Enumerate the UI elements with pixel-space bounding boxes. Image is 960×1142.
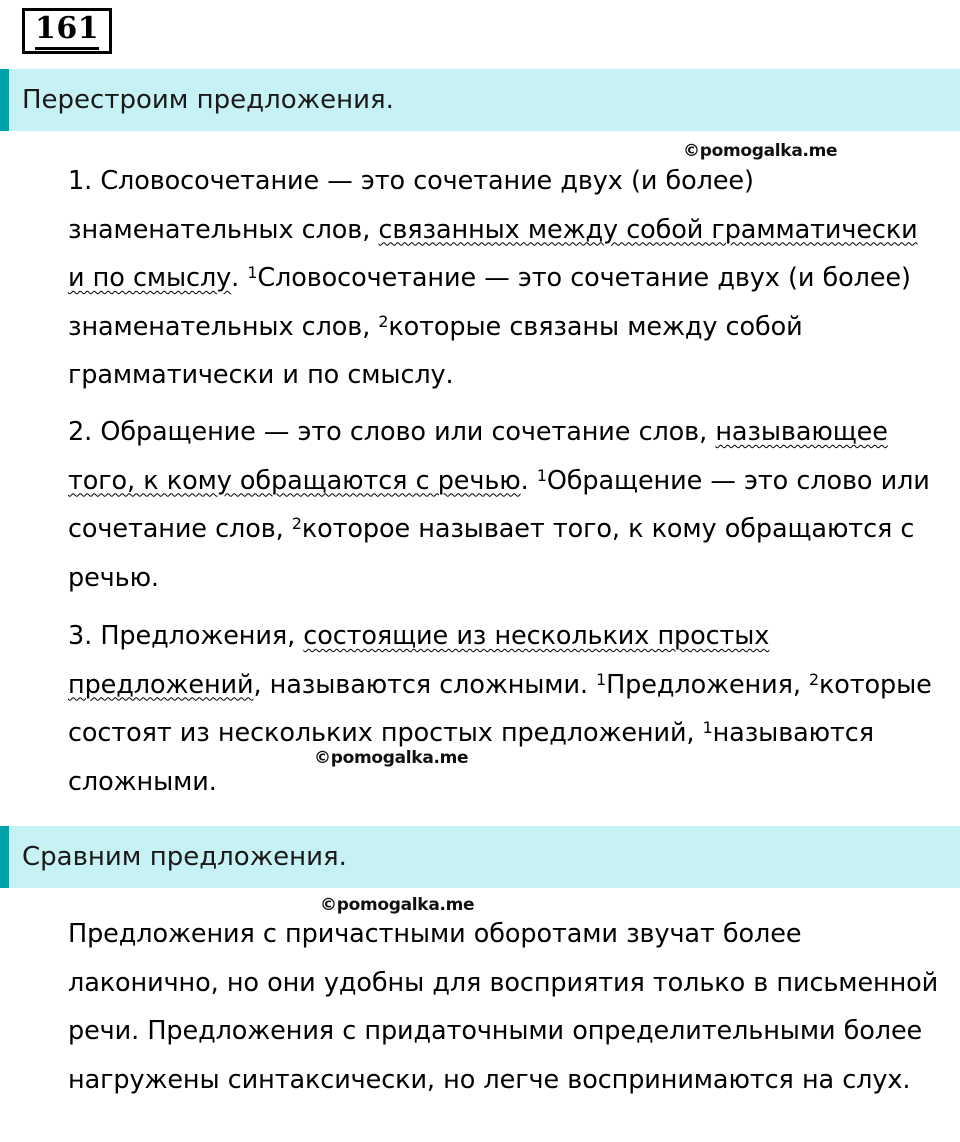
- answer-3-seg-6: которые состоят из нескольких простых предложений,: [68, 669, 932, 748]
- answer-paragraph-3: [0, 612, 960, 806]
- answer-4-text: Предложения с причастными оборотами звучат более лаконично, но они удобны для восприятия только в письменной речи. Предложения с придаточными определительными более нагружены синтаксически, но легче воспринимаются на слух.: [68, 919, 939, 1095]
- section-banner-compare-label: Сравним предложения.: [22, 842, 347, 872]
- watermark: ©pomogalka.me: [683, 141, 838, 161]
- answer-paragraph-1: [0, 157, 960, 400]
- answer-2-index: 2.: [68, 417, 93, 447]
- answer-2-seg-4: Обращение — это слово или сочетание слов,: [68, 465, 930, 544]
- answer-1-marker-1: 1: [247, 262, 258, 282]
- answer-3-index: 3.: [68, 621, 93, 651]
- answer-2-seg-2: .: [520, 465, 537, 496]
- answer-3-marker-1: 1: [596, 669, 607, 689]
- answer-1-seg-0: Словосочетание — это сочетание двух (и более) знаменательных слов,: [68, 166, 754, 245]
- answer-2-marker-2: 2: [291, 513, 302, 533]
- watermark: ©pomogalka.me: [314, 748, 469, 768]
- answer-2-seg-0: Обращение — это слово или сочетание слов,: [92, 417, 716, 447]
- answer-paragraph-2: [0, 408, 960, 602]
- section-banner-rebuild-label: Перестроим предложения.: [22, 85, 394, 115]
- answer-3-wavy-phrase: состоящие из нескольких простых предложений: [68, 621, 770, 700]
- answer-paragraph-4: [0, 910, 960, 1104]
- exercise-number-badge: [22, 8, 112, 54]
- answer-1-seg-2: .: [231, 263, 248, 293]
- answer-1-seg-6: которые связаны между собой грамматически и по смыслу.: [68, 311, 803, 390]
- section-banner-rebuild: [0, 69, 960, 131]
- answer-1-seg-4: Словосочетание — это сочетание двух (и более) знаменательных слов,: [68, 263, 911, 342]
- answer-3-marker-3: 1: [702, 717, 713, 737]
- answer-3-seg-8: называются сложными.: [68, 718, 874, 797]
- answer-3-seg-0: Предложения,: [92, 621, 304, 651]
- section-banner-compare: [0, 826, 960, 888]
- answer-2-marker-1: 1: [536, 465, 547, 485]
- exercise-number-value: 161: [35, 11, 99, 50]
- answer-3-seg-4: Предложения,: [606, 669, 810, 700]
- answer-1-index: 1.: [68, 166, 93, 196]
- answer-2-seg-6: которое называет того, к кому обращаются с речью.: [68, 514, 915, 593]
- answer-3-marker-2: 2: [809, 669, 819, 689]
- exercise-number-row: [0, 0, 960, 54]
- answer-1-marker-2: 2: [378, 311, 389, 331]
- watermark: ©pomogalka.me: [320, 895, 475, 915]
- answer-2-wavy-phrase: называющее того, к кому обращаются с речью: [68, 417, 888, 496]
- answer-3-seg-2: , называются сложными.: [253, 669, 597, 700]
- answer-1-wavy-phrase: связанных между собой грамматически и по смыслу: [68, 214, 918, 293]
